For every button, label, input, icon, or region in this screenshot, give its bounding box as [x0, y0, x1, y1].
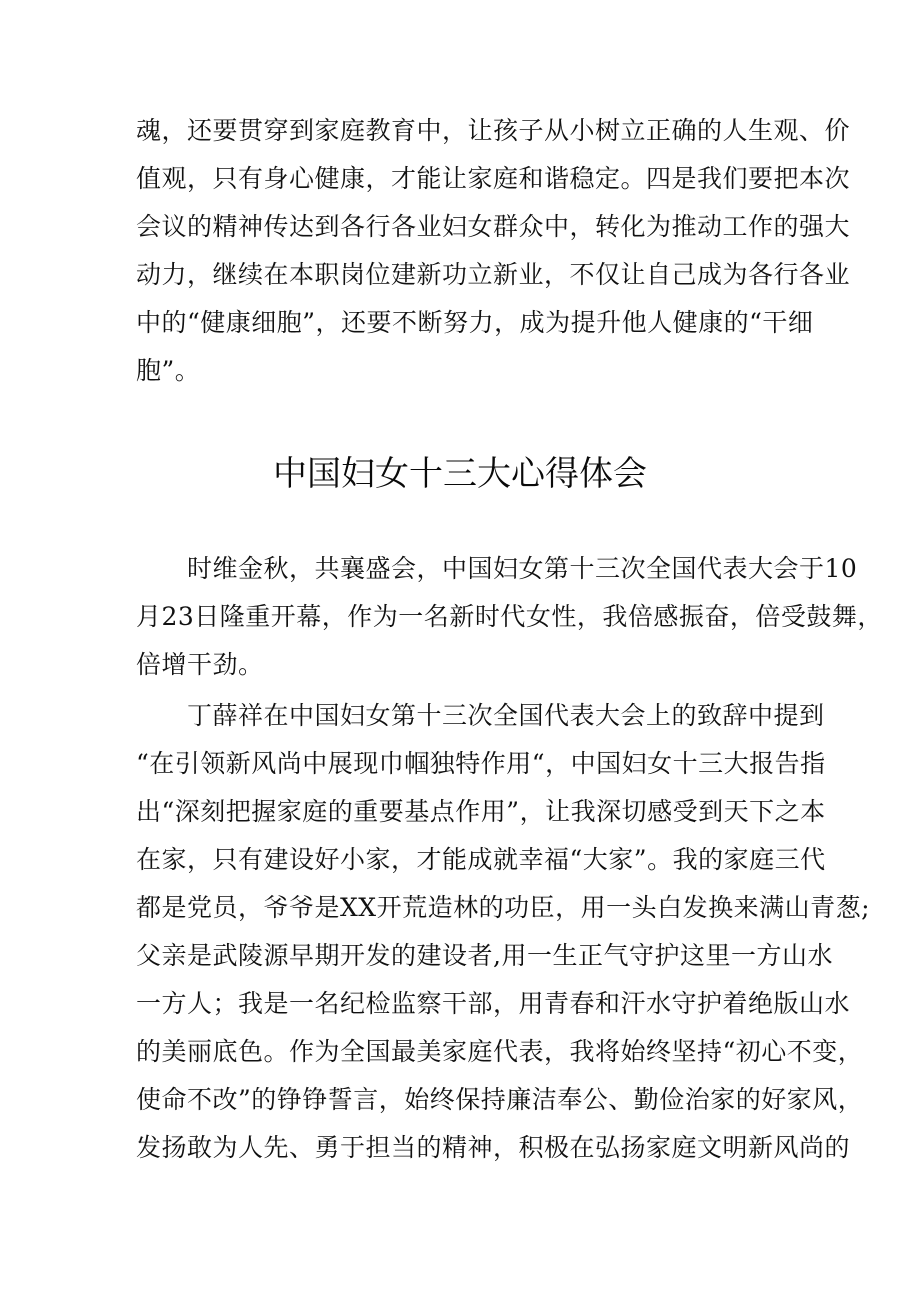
text-line: 丁薛祥在中国妇女第十三次全国代表大会上的致辞中提到	[136, 701, 825, 730]
text-line: 值观，只有身心健康，才能让家庭和谐稳定。四是我们要把本次	[136, 164, 851, 193]
text-line: “在引领新风尚中展现巾帼独特作用“，中国妇女十三大报告指	[136, 749, 826, 778]
text-line: 使命不改”的铮铮誓言，始终保持廉洁奉公、勤俭治家的好家风，	[136, 1085, 864, 1114]
text-line: 发扬敢为人先、勇于担当的精神，积极在弘扬家庭文明新风尚的	[136, 1133, 851, 1162]
text-line: 时维金秋，共襄盛会，中国妇女第十三次全国代表大会于10	[136, 554, 858, 583]
text-line: 中的“健康细胞”，还要不断努力，成为提升他人健康的“干细	[136, 308, 814, 337]
text-line: 倍增干劲。	[136, 650, 264, 679]
text-line: 胞”。	[136, 356, 201, 385]
text-line: 父亲是武陵源早期开发的建设者,用一生正气守护这里一方山水	[136, 941, 833, 970]
text-line: 在家，只有建设好小家，才能成就幸福“大家”。我的家庭三代	[136, 845, 826, 874]
article-title: 中国妇女十三大心得体会	[273, 454, 647, 494]
text-line: 魂，还要贯穿到家庭教育中，让孩子从小树立正确的人生观、价	[136, 116, 851, 145]
text-line: 月23日隆重开幕，作为一名新时代女性，我倍感振奋，倍受鼓舞，	[136, 602, 883, 631]
text-line: 动力，继续在本职岗位建新功立新业，不仅让自己成为各行各业	[136, 260, 851, 289]
text-line: 出“深刻把握家庭的重要基点作用”，让我深切感受到天下之本	[136, 797, 826, 826]
text-line: 都是党员，爷爷是XX开荒造林的功臣，用一头白发换来满山青葱;	[136, 893, 871, 922]
text-line: 的美丽底色。作为全国最美家庭代表，我将始终坚持“初心不变，	[136, 1037, 864, 1066]
text-line: 一方人；我是一名纪检监察干部，用青春和汗水守护着绝版山水	[136, 989, 851, 1018]
text-line: 会议的精神传达到各行各业妇女群众中，转化为推动工作的强大	[136, 212, 851, 241]
